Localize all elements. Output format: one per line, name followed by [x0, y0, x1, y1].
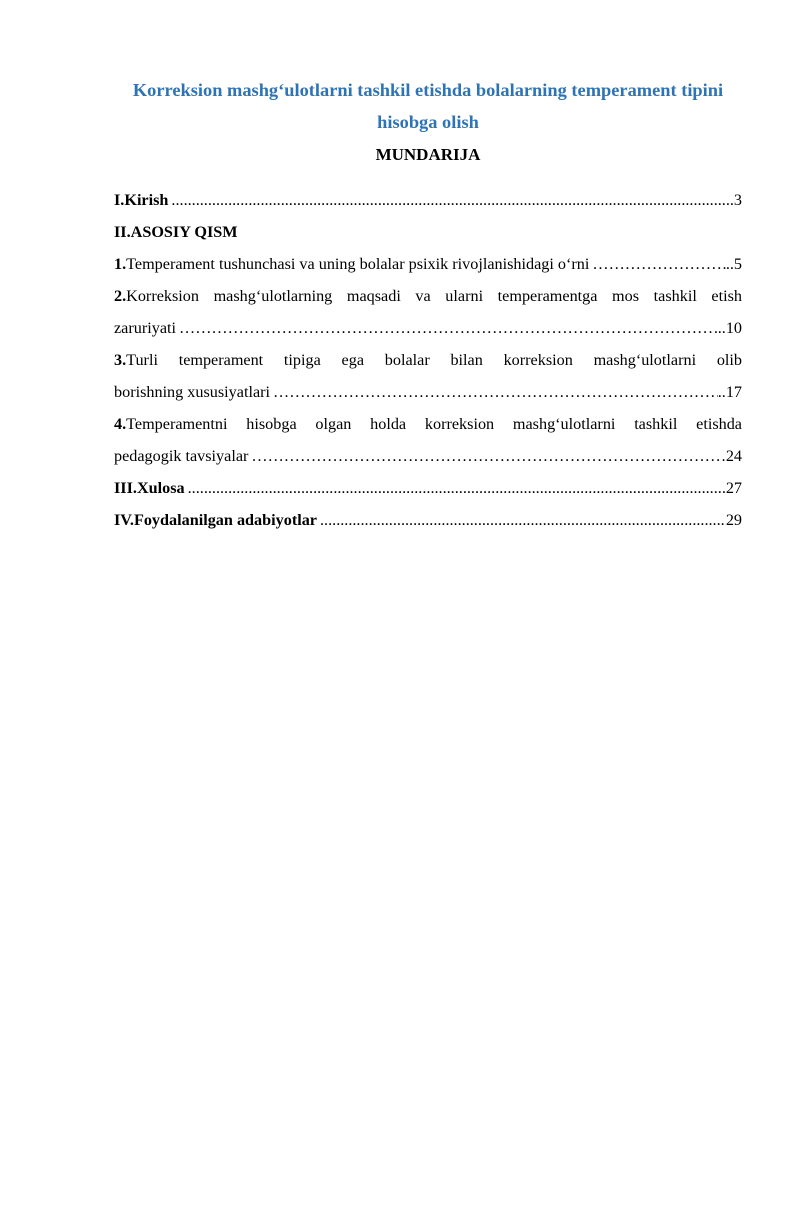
- toc-label: III.Xulosa: [114, 479, 185, 497]
- toc-number: 1.: [114, 255, 127, 273]
- toc-entry-xulosa[interactable]: [114, 472, 742, 504]
- toc-text: pedagogik tavsiyalar: [114, 447, 249, 465]
- toc-text: Temperamentni hisobga olgan holda korreksion mashg‘ulotlarni tashkil etishda: [126, 415, 742, 433]
- toc-entry-3[interactable]: [114, 344, 742, 408]
- toc-section-asosiy[interactable]: [114, 216, 742, 248]
- toc-entry-adabiyotlar[interactable]: [114, 504, 742, 536]
- document-page: [0, 74, 800, 1205]
- toc-text: Korreksion mashg‘ulotlarning maqsadi va ularni temperamentga mos tashkil etish: [126, 287, 742, 305]
- toc-page-number: ..17: [717, 383, 742, 401]
- toc-label: II.ASOSIY QISM: [114, 223, 238, 241]
- dot-leader: [270, 376, 718, 408]
- toc-page-number: 3: [733, 191, 742, 209]
- dot-leader: [589, 248, 725, 280]
- toc-line: [114, 440, 742, 472]
- document-title: Korreksion mashg‘ulotlarni tashkil etishda bolalarning temperament tipini hisobga olish: [132, 80, 724, 132]
- toc-number: 2.: [114, 287, 127, 305]
- contents-heading: MUNDARIJA: [375, 145, 481, 164]
- toc-line: [114, 280, 742, 312]
- toc-number: 4.: [114, 415, 127, 433]
- toc-page-number: 29: [725, 511, 742, 529]
- toc-text: zaruriyati: [114, 319, 177, 337]
- toc-entry-1[interactable]: [114, 248, 742, 280]
- table-of-contents: [114, 184, 742, 536]
- toc-line: [114, 344, 742, 376]
- toc-page-number: ..10: [717, 319, 742, 337]
- toc-page-number: 27: [725, 479, 742, 497]
- toc-entry-kirish[interactable]: [114, 184, 742, 216]
- toc-label: I.Kirish: [114, 191, 169, 209]
- dot-leader: [168, 184, 733, 216]
- toc-page-number: ..5: [725, 255, 742, 273]
- dot-leader: [185, 472, 726, 504]
- toc-text: Turli temperament tipiga ega bolalar bilan korreksion mashg‘ulotlarni olib: [126, 351, 742, 369]
- toc-page-number: 24: [725, 447, 742, 465]
- dot-leader: [176, 312, 718, 344]
- toc-text: borishning xususiyatlari: [114, 383, 271, 401]
- toc-line: [114, 408, 742, 440]
- toc-line: [114, 376, 742, 408]
- dot-leader: [248, 440, 725, 472]
- toc-entry-2[interactable]: [114, 280, 742, 344]
- toc-entry-4[interactable]: [114, 408, 742, 472]
- toc-number: 3.: [114, 351, 127, 369]
- toc-text: Temperament tushunchasi va uning bolalar psixik rivojlanishidagi o‘rni: [126, 255, 590, 273]
- dot-leader: [317, 504, 726, 536]
- toc-line: [114, 312, 742, 344]
- toc-label: IV.Foydalanilgan adabiyotlar: [114, 511, 317, 529]
